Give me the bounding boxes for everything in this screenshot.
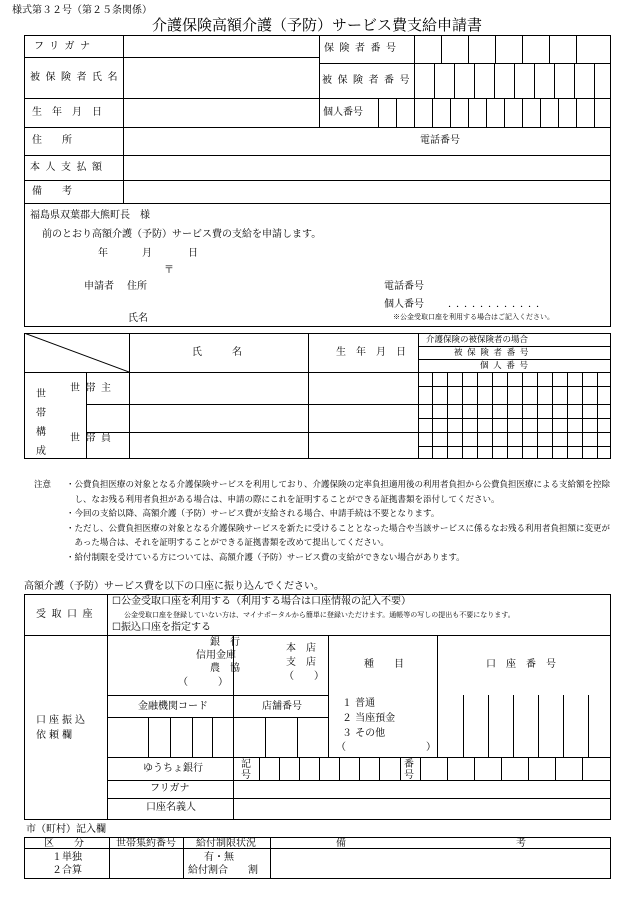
col-case: 介護保険の被保険者の場合	[426, 335, 529, 345]
category-combined: ２合算	[52, 865, 82, 876]
benefit-ratio: 給付割合 割	[188, 865, 258, 876]
public-account-note: ※公金受取口座を利用する場合はご記入ください。	[393, 313, 554, 321]
type-ordinary: １ 普通	[342, 698, 376, 709]
yucho-label: ゆうちょ銀行	[143, 763, 203, 774]
birthdate-label: 生 年 月 日	[32, 107, 102, 118]
notes-list	[66, 478, 610, 565]
kigo-label: 記号	[241, 759, 251, 781]
note-item: ・今回の支給以降、高額介護（予防）サービス費が支給される場合、申請手続は不要となります。	[66, 509, 440, 519]
household-head-label: 世帯主	[70, 383, 117, 394]
furigana-label: フリガナ	[34, 41, 96, 52]
remarks-label: 備 考	[32, 186, 72, 197]
city-section-label: 市（町村）記入欄	[26, 824, 106, 835]
applicant-personal-no-label: 個人番号	[384, 299, 424, 310]
type-current: ２ 当座預金	[342, 713, 396, 724]
col-name: 氏 名	[192, 347, 242, 358]
city-col-restriction: 給付制限状況	[196, 838, 256, 849]
applicant-name-label: 氏名	[128, 313, 148, 324]
bank-other-paren: （ ）	[178, 677, 228, 688]
personal-no-label: 個人番号	[323, 107, 363, 118]
addressee: 福島県双葉郡大熊町長 様	[30, 210, 150, 221]
bank-intro: 高額介護（予防）サービス費を以下の口座に振り込んでください。	[24, 581, 324, 592]
col-insured-no: 被保険者番号	[454, 348, 534, 358]
category-single: １単独	[52, 852, 82, 863]
phone-label: 電話番号	[420, 135, 460, 146]
diagonal-line	[24, 333, 129, 372]
honten-label: 本 店	[286, 643, 316, 654]
branch-no-label: 店舗番号	[262, 701, 302, 712]
postal-mark: 〒	[164, 265, 174, 276]
public-account-note-2: 公金受取口座を登録していない方は、マイナポータルから簡単に登録いただけます。通帳等の写しの提出も不要になります。	[124, 611, 515, 619]
receive-account-label: 受取口座	[36, 609, 98, 620]
nokyo-label: 農 協	[210, 663, 240, 674]
holder-furigana-label: フリガナ	[150, 783, 190, 794]
public-account-option[interactable]: ☐公金受取口座を利用する（利用する場合は口座情報の記入不要）	[112, 596, 411, 607]
city-col-household-no: 世帯集約番号	[116, 838, 176, 849]
bank-code-label: 金融機関コード	[138, 701, 208, 712]
year-label: 年	[98, 248, 108, 259]
designated-account-option[interactable]: ☐振込口座を指定する	[112, 622, 211, 633]
shiten-label: 支 店	[286, 657, 316, 668]
day-label: 日	[188, 248, 198, 259]
type-other: ３ その他	[342, 728, 386, 739]
col-personal-no: 個人番号	[480, 361, 533, 371]
statement: 前のとおり高額介護（予防）サービス費の支給を申請します。	[42, 229, 322, 240]
household-side-label: 世帯構成	[36, 389, 46, 457]
note-item: ・ただし、公費負担医療の対象となる介護保険サービスを新たに受けることとなった場合や当該サービスに係るなお残る利用者負担額に変更があった場合は、それを証明することができる証拠書類を改めて提出してください。	[66, 523, 611, 548]
city-col-remarks: 備 考	[336, 838, 526, 849]
type-other-paren: （ ）	[336, 742, 436, 753]
month-label: 月	[142, 248, 152, 259]
applicant-address-label: 住所	[127, 281, 147, 292]
restriction-yes-no: 有・無	[204, 852, 234, 863]
shinkin-label: 信用金庫	[196, 650, 236, 661]
col-birth: 生 年 月 日	[336, 347, 406, 358]
address-label: 住 所	[32, 135, 72, 146]
insured-no-label: 被保険者番号	[322, 75, 415, 86]
city-col-category: 区 分	[44, 838, 84, 849]
self-pay-label: 本人支払額	[30, 162, 108, 173]
account-no-header: 口 座 番 号	[486, 659, 556, 670]
applicant-label: 申請者	[84, 281, 114, 292]
applicant-phone-label: 電話番号	[384, 281, 424, 292]
note-item: ・公費負担医療の対象となる介護保険サービスを利用しており、介護保険の定率負担適用後の利用者負担から公費負担医療による支給額を控除し、なお残る利用者負担がある場合は、申請の際にこれを証明することができる証拠書類を添付してください。	[66, 480, 611, 505]
bank-label: 銀 行	[210, 637, 240, 648]
personal-no-dots: ．．．．．．．．．．．．	[448, 299, 549, 310]
transfer-request-label: 口座振込依頼欄	[36, 715, 88, 741]
notes-label: 注意	[34, 480, 52, 490]
branch-other-paren: （ ）	[284, 671, 324, 682]
insured-name-label: 被保険者氏名	[30, 72, 123, 83]
form-number: 様式第３２号（第２５条関係）	[12, 5, 152, 16]
bango-label: 番号	[404, 759, 414, 781]
holder-label: 口座名義人	[146, 802, 196, 813]
page-title: 介護保険高額介護（予防）サービス費支給申請書	[152, 16, 483, 34]
account-type-header: 種 目	[364, 659, 404, 670]
insurer-no-label: 保険者番号	[324, 43, 402, 54]
note-item: ・給付制限を受けている方については、高額介護（予防）サービス費の支給ができない場合があります。	[66, 552, 465, 563]
household-member-label: 世帯員	[70, 433, 117, 444]
